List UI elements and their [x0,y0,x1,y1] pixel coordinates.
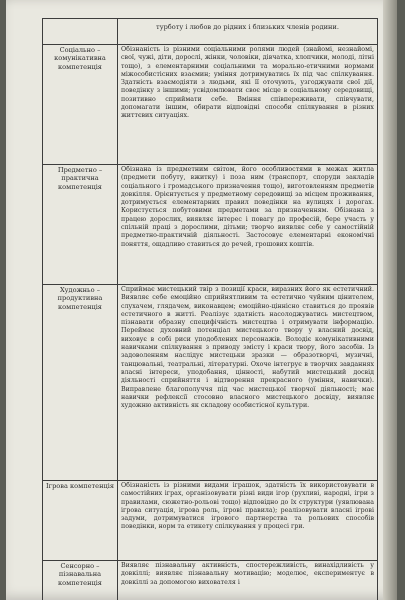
table-row [43,285,378,481]
table-row [43,561,378,600]
competence-cell: Ігрова компетенція [43,481,118,561]
competence-cell: Сенсорно – пізнавальна компетенція [43,561,118,600]
competence-cell: Художньо – продуктивна компетенція [43,285,118,481]
table-row-intro [43,19,378,45]
competence-cell: Соціально – комунікативна компетенція [43,45,118,165]
competence-cell [43,19,118,45]
description-cell: Обізнаність із різними соціальними ролями людей (знайомі, незнайомі, свої, чужі, діти, дорослі, жінки, чоловіки, дівчатка, хлопчики, молоді, літні тощо), з елементарними соціальними та морально-етичними нормами міжособистісних взаємин; уміння дотримуватись їх під час спілкування. Здатність взаємодіяти з людьми, які її оточують, узгоджувати свої дії, поведінку з іншими; усвідомлювати своє місце в соціальному середовищі, позитивно сприймати себе. Вміння співпереживати, співчувати, допомагати іншим, обирати відповідні способи спілкування в різних життєвих ситуаціях. [118,45,378,165]
description-cell: Обізнаність із різними видами іграшок, здатність їх використовувати в самостійних іграх, організовувати різні види ігор (рухливі, народні, ігри з правилами, сюжетно-рольові тощо) відповідно до їх структури (уявлювана ігрова ситуація, ігрова роль, ігрові правила); реалізовувати власні ігрові задуми, дотримуватися ігрового партнерства та рольових способів поведінки, норм та етикету спілкування у процесі гри. [118,481,378,561]
description-cell: Обізнана із предметним світом, його особливостями в межах житла (предмети побуту, вжитку) і поза ним (транспорт, споруди закладів соціального і громадського призначення тощо), виготовленням предметів довкілля. Орієнтується у предметному середовищі за місцем проживання, дотримується елементарних правил поведінки на вулицях і дорогах. Користується побутовими предметами за призначенням. Обізнана з працею дорослих, виявляє інтерес і повагу до професій, бере участь у спільній праці з дорослими, дітьми; творчо виявляє себе у самостійній предметно-практичній діяльності. Застосовує елементарні економічні поняття, ощадливо ставиться до речей, грошових коштів. [118,165,378,285]
binder-edge [383,0,397,600]
table-row [43,481,378,561]
description-cell: турботу і любов до рідних і близьких членів родини. [118,19,378,45]
competence-cell: Предметно – практична компетенція [43,165,118,285]
description-cell: Сприймає мистецький твір з позиції краси, виразних його як естетичний. Виявляє себе емоційно сприйнятливим та естетично чуйним цінителем, слухачем, глядачем, виконавцем; емоційно-ціннісно ставиться до проявів естетичного в житті. Реалізує здатність насолоджуватись мистецтвом, пізнавати образну специфічність мистецтва і отримувати інформацію. Переймає духовний потенціал мистецького твору у власний досвід, виховує в собі риси уподоблених персонажів. Володіє комунікативними навичками спілкування з приводу змісту і краси твору, його засобів. Із задоволенням наслідує мистецьки зразки — образотворчі, музичні, танцювальні, театральні, літературні. Охоче інтегрує в творчих завданнях власні інтереси, уподобання, цінності, набутий мистецький досвід діяльності сприйняття і відтворення прекрасного (уміння, навички). Виправлене благополуччя під час мистецької творчої діяльності; має навички рефлексії стосовно власного мистецького досвіду, виявляє художню активність як складову особистісної культури. [118,285,378,481]
table-row [43,45,378,165]
document-page [6,0,397,600]
competence-table [42,18,378,600]
table-row [43,165,378,285]
description-cell: Виявляє пізнавальну активність, спостережливість, винахідливість у довкіллі; виявляє пізнавальну мотивацію; моделює, експериментує в довкіллі за допомогою вихователя і [118,561,378,600]
